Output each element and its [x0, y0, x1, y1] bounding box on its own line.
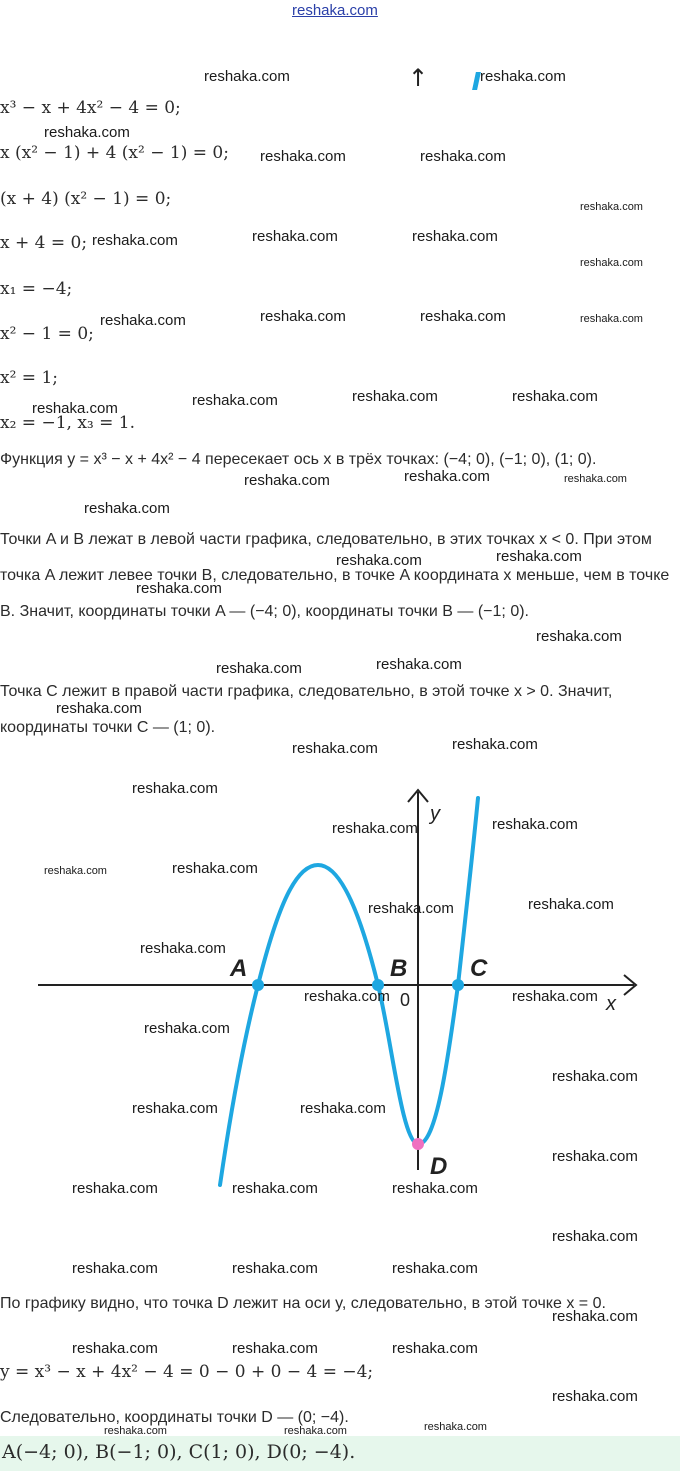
equation-line-5: x₁ = −4;: [0, 279, 73, 299]
watermark: reshaka.com: [284, 1425, 347, 1437]
answer-text: A(−4; 0), B(−1; 0), C(1; 0), D(0; −4).: [2, 1441, 356, 1463]
watermark: reshaka.com: [480, 68, 566, 85]
watermark: reshaka.com: [232, 1340, 318, 1357]
watermark: reshaka.com: [44, 124, 130, 141]
watermark: reshaka.com: [512, 988, 598, 1005]
watermark: reshaka.com: [332, 820, 418, 837]
watermark: reshaka.com: [136, 580, 222, 597]
watermark: reshaka.com: [580, 313, 643, 325]
point-b-label: B: [390, 955, 408, 982]
x-axis-label: x: [606, 993, 616, 1015]
equation-line-4: x + 4 = 0;: [0, 233, 88, 253]
watermark: reshaka.com: [132, 1100, 218, 1117]
watermark: reshaka.com: [412, 228, 498, 245]
paragraph-points-a-b: Точки A и B лежат в левой части графика, следовательно, в этих точках x < 0. При этом точка A лежит левее точки B, следовательно, в точке A координата x меньше, чем в точке B. Значит, координаты точки A — (−4; 0), координаты точки B — (−1; 0).: [0, 531, 670, 620]
watermark: reshaka.com: [260, 308, 346, 325]
watermark: reshaka.com: [528, 896, 614, 913]
watermark: reshaka.com: [260, 148, 346, 165]
watermark: reshaka.com: [32, 400, 118, 417]
watermark: reshaka.com: [376, 656, 462, 673]
paragraph-point-c: Точка C лежит в правой части графика, следовательно, в этой точке x > 0. Значит, координаты точки C — (1; 0).: [0, 683, 613, 736]
watermark: reshaka.com: [452, 736, 538, 753]
watermark: reshaka.com: [552, 1308, 638, 1325]
equation-line-8: x₂ = −1, x₃ = 1.: [0, 413, 135, 433]
watermark: reshaka.com: [304, 988, 390, 1005]
watermark: reshaka.com: [564, 473, 627, 485]
point-a-marker: [252, 979, 264, 991]
watermark: reshaka.com: [100, 312, 186, 329]
watermark: reshaka.com: [192, 392, 278, 409]
watermark: reshaka.com: [204, 68, 290, 85]
paragraph-point-d: По графику видно, что точка D лежит на оси y, следовательно, в этой точке x = 0.: [0, 1295, 606, 1312]
equation-line-1: x³ − x + 4x² − 4 = 0;: [0, 98, 181, 118]
equation-line-6: x² − 1 = 0;: [0, 324, 94, 344]
paragraph-intersections: Функция y = x³ − x + 4x² − 4 пересекает ось x в трёх точках: (−4; 0), (−1; 0), (1; 0).: [0, 451, 597, 468]
equation-line-3: (x + 4) (x² − 1) = 0;: [0, 189, 172, 209]
watermark: reshaka.com: [580, 201, 643, 213]
watermark: reshaka.com: [368, 900, 454, 917]
watermark: reshaka.com: [44, 865, 107, 877]
watermark: reshaka.com: [84, 500, 170, 517]
watermark: reshaka.com: [72, 1260, 158, 1277]
watermark: reshaka.com: [252, 228, 338, 245]
paragraph-point-d-coords: Следовательно, координаты точки D — (0; −4).: [0, 1409, 349, 1426]
watermark: reshaka.com: [244, 472, 330, 489]
watermark: reshaka.com: [92, 232, 178, 249]
watermark: reshaka.com: [420, 308, 506, 325]
watermark: reshaka.com: [424, 1421, 487, 1433]
point-d-label: D: [430, 1153, 448, 1180]
watermark: reshaka.com: [232, 1180, 318, 1197]
equation-d-value: y = x³ − x + 4x² − 4 = 0 − 0 + 0 − 4 = −4;: [0, 1362, 374, 1382]
watermark: reshaka.com: [232, 1260, 318, 1277]
watermark: reshaka.com: [216, 660, 302, 677]
equation-line-7: x² = 1;: [0, 368, 58, 388]
watermark: reshaka.com: [132, 780, 218, 797]
watermark: reshaka.com: [420, 148, 506, 165]
watermark: reshaka.com: [336, 552, 422, 569]
watermark: reshaka.com: [392, 1340, 478, 1357]
watermark: reshaka.com: [352, 388, 438, 405]
watermark: reshaka.com: [72, 1180, 158, 1197]
watermark: reshaka.com: [404, 468, 490, 485]
watermark: reshaka.com: [552, 1388, 638, 1405]
arrow-up-icon: ↑: [408, 64, 429, 92]
watermark: reshaka.com: [580, 257, 643, 269]
watermark: reshaka.com: [140, 940, 226, 957]
watermark: reshaka.com: [56, 700, 142, 717]
point-d-marker: [412, 1138, 424, 1150]
equation-line-2: x (x² − 1) + 4 (x² − 1) = 0;: [0, 143, 229, 163]
watermark: reshaka.com: [172, 860, 258, 877]
watermark: reshaka.com: [392, 1180, 478, 1197]
watermark: reshaka.com: [292, 740, 378, 757]
answer-box: [0, 1436, 680, 1471]
watermark: reshaka.com: [496, 548, 582, 565]
watermark: reshaka.com: [552, 1228, 638, 1245]
watermark: reshaka.com: [392, 1260, 478, 1277]
site-watermark-link[interactable]: reshaka.com: [292, 2, 378, 19]
watermark: reshaka.com: [536, 628, 622, 645]
point-c-marker: [452, 979, 464, 991]
watermark: reshaka.com: [552, 1068, 638, 1085]
watermark: reshaka.com: [144, 1020, 230, 1037]
point-a-label: A: [230, 955, 248, 982]
watermark: reshaka.com: [492, 816, 578, 833]
watermark: reshaka.com: [104, 1425, 167, 1437]
watermark: reshaka.com: [512, 388, 598, 405]
point-c-label: C: [470, 955, 488, 982]
y-axis: [408, 790, 428, 1170]
watermark: reshaka.com: [300, 1100, 386, 1117]
watermark: reshaka.com: [552, 1148, 638, 1165]
y-axis-label: y: [430, 803, 440, 825]
origin-label: 0: [400, 990, 411, 1010]
watermark: reshaka.com: [72, 1340, 158, 1357]
